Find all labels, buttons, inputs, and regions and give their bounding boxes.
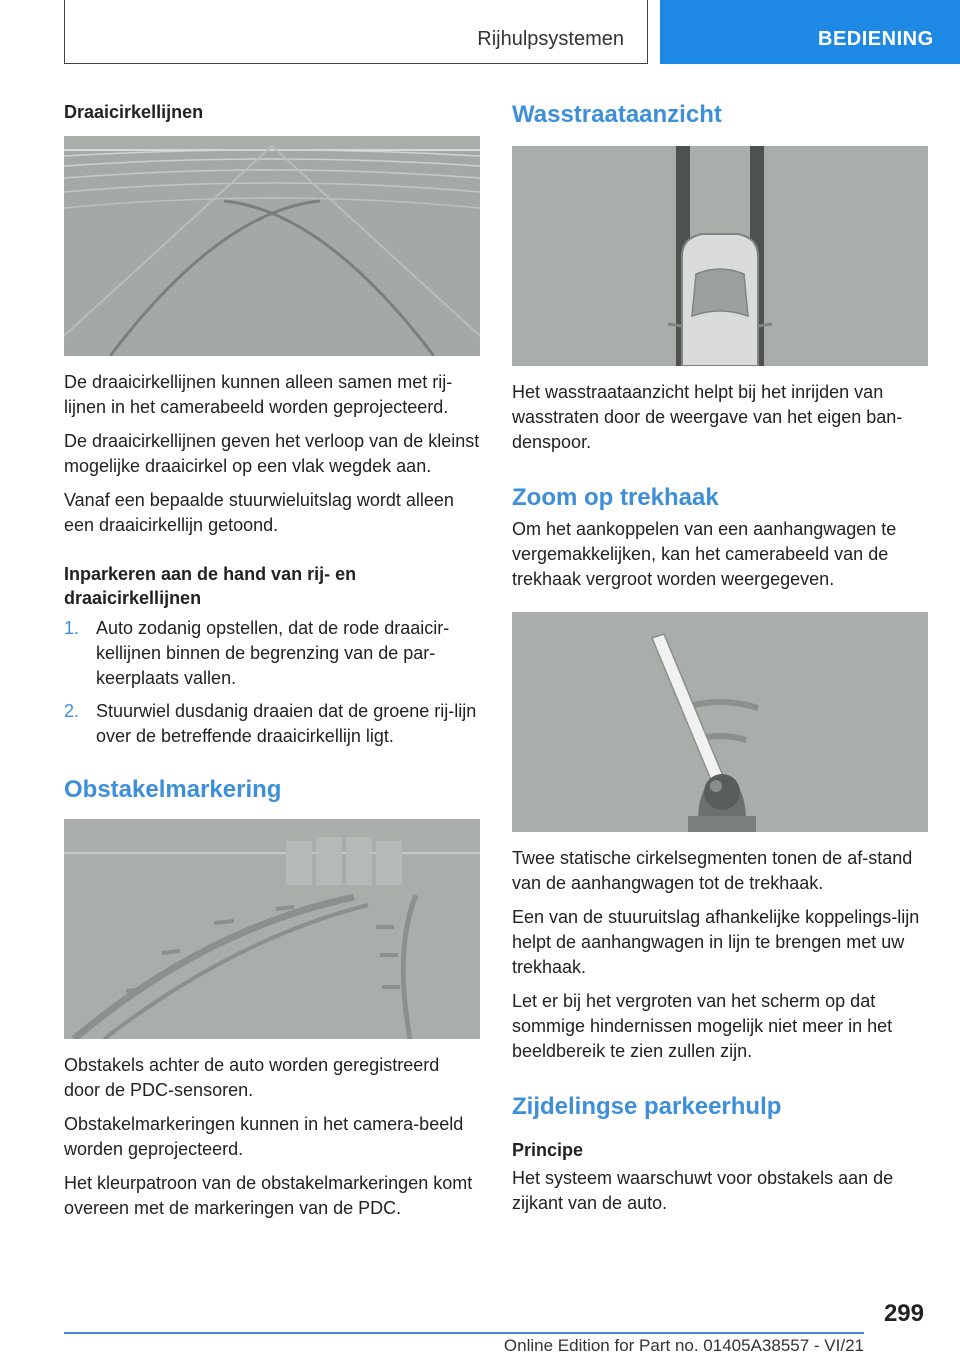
zoom-paragraph-2: Twee statische cirkelsegmenten tonen de af-stand van de aanhangwagen tot de trekhaak. (512, 848, 913, 893)
zoom-paragraph-1: Om het aankoppelen van een aanhangwagen te vergemakkelijken, kan het camerabeeld van de trekhaak vergroot worden weergegeven. (512, 519, 897, 589)
step-item (64, 699, 480, 749)
step-text: Stuurwiel dusdanig draaien dat de groene rij-lijn over de betreffende draaicirkellijn ligt. (96, 701, 477, 746)
edition-text: Online Edition for Part no. 01405A38557 - VI/21 (503, 1336, 864, 1355)
obstakel-paragraph-1: Obstakels achter de auto worden geregistreerd door de PDC-sensoren. (64, 1055, 440, 1100)
draaicirkel-heading: Draaicirkellijnen (64, 102, 204, 122)
left-column (64, 100, 480, 1230)
step-text: Auto zodanig opstellen, dat de rode draaicir-kellijnen binnen de begrenzing van de par-keerplaats vallen. (96, 618, 450, 688)
obstacle-marking-figure (64, 819, 480, 1039)
step-number: 2. (64, 701, 80, 721)
draaicirkel-paragraph-1: De draaicirkellijnen kunnen alleen samen met rij-lijnen in het camerabeeld worden geprojecteerd. (64, 372, 453, 417)
right-column (512, 100, 928, 1225)
car-wash-view-figure (512, 146, 928, 366)
draaicirkel-paragraph-3: Vanaf een bepaalde stuurwieluitslag wordt alleen een draaicirkellijn getoond. (64, 490, 454, 535)
zoom-paragraph-4: Let er bij het vergroten van het scherm op dat sommige hindernissen mogelijk niet meer in het beeldbereik te zien zullen zijn. (512, 991, 893, 1061)
trailer-hitch-zoom-figure (512, 612, 928, 832)
page-number: 299 (883, 1300, 924, 1327)
chapter-label: BEDIENING (818, 28, 934, 50)
principe-heading: Principe (512, 1140, 584, 1160)
wasstraat-heading: Wasstraataanzicht (512, 101, 722, 128)
turning-circle-figure (64, 136, 480, 356)
footer-divider (64, 1332, 864, 1334)
step-number: 1. (64, 618, 80, 638)
obstakel-heading: Obstakelmarkering (64, 776, 282, 803)
page-footer (64, 1300, 928, 1362)
draaicirkel-paragraph-2: De draaicirkellijnen geven het verloop van de kleinst mogelijke draaicirkel op een vlak wegdek aan. (64, 431, 480, 476)
obstakel-paragraph-3: Het kleurpatroon van de obstakelmarkeringen komt overeen met de markeringen van de PDC. (64, 1173, 473, 1218)
zoom-heading: Zoom op trekhaak (512, 484, 719, 511)
principe-paragraph-1: Het systeem waarschuwt voor obstakels aan de zijkant van de auto. (512, 1168, 894, 1213)
zoom-paragraph-3: Een van de stuuruitslag afhankelijke koppelings-lijn helpt de aanhangwagen in lijn te brengen met uw trekhaak. (512, 907, 920, 977)
header-section-title: Rijhulpsystemen (477, 28, 624, 50)
zijdelings-heading: Zijdelingse parkeerhulp (512, 1093, 782, 1120)
inparkeren-steps (64, 616, 480, 749)
obstakel-paragraph-2: Obstakelmarkeringen kunnen in het camera-beeld worden geprojecteerd. (64, 1114, 464, 1159)
header-chapter-tab (660, 0, 960, 64)
inparkeren-heading: Inparkeren aan de hand van rij- en draaicirkellijnen (64, 564, 357, 608)
wasstraat-paragraph-1: Het wasstraataanzicht helpt bij het inrijden van wasstraten door de weergave van het eigen ban-denspoor. (512, 382, 903, 452)
step-item (64, 616, 480, 691)
